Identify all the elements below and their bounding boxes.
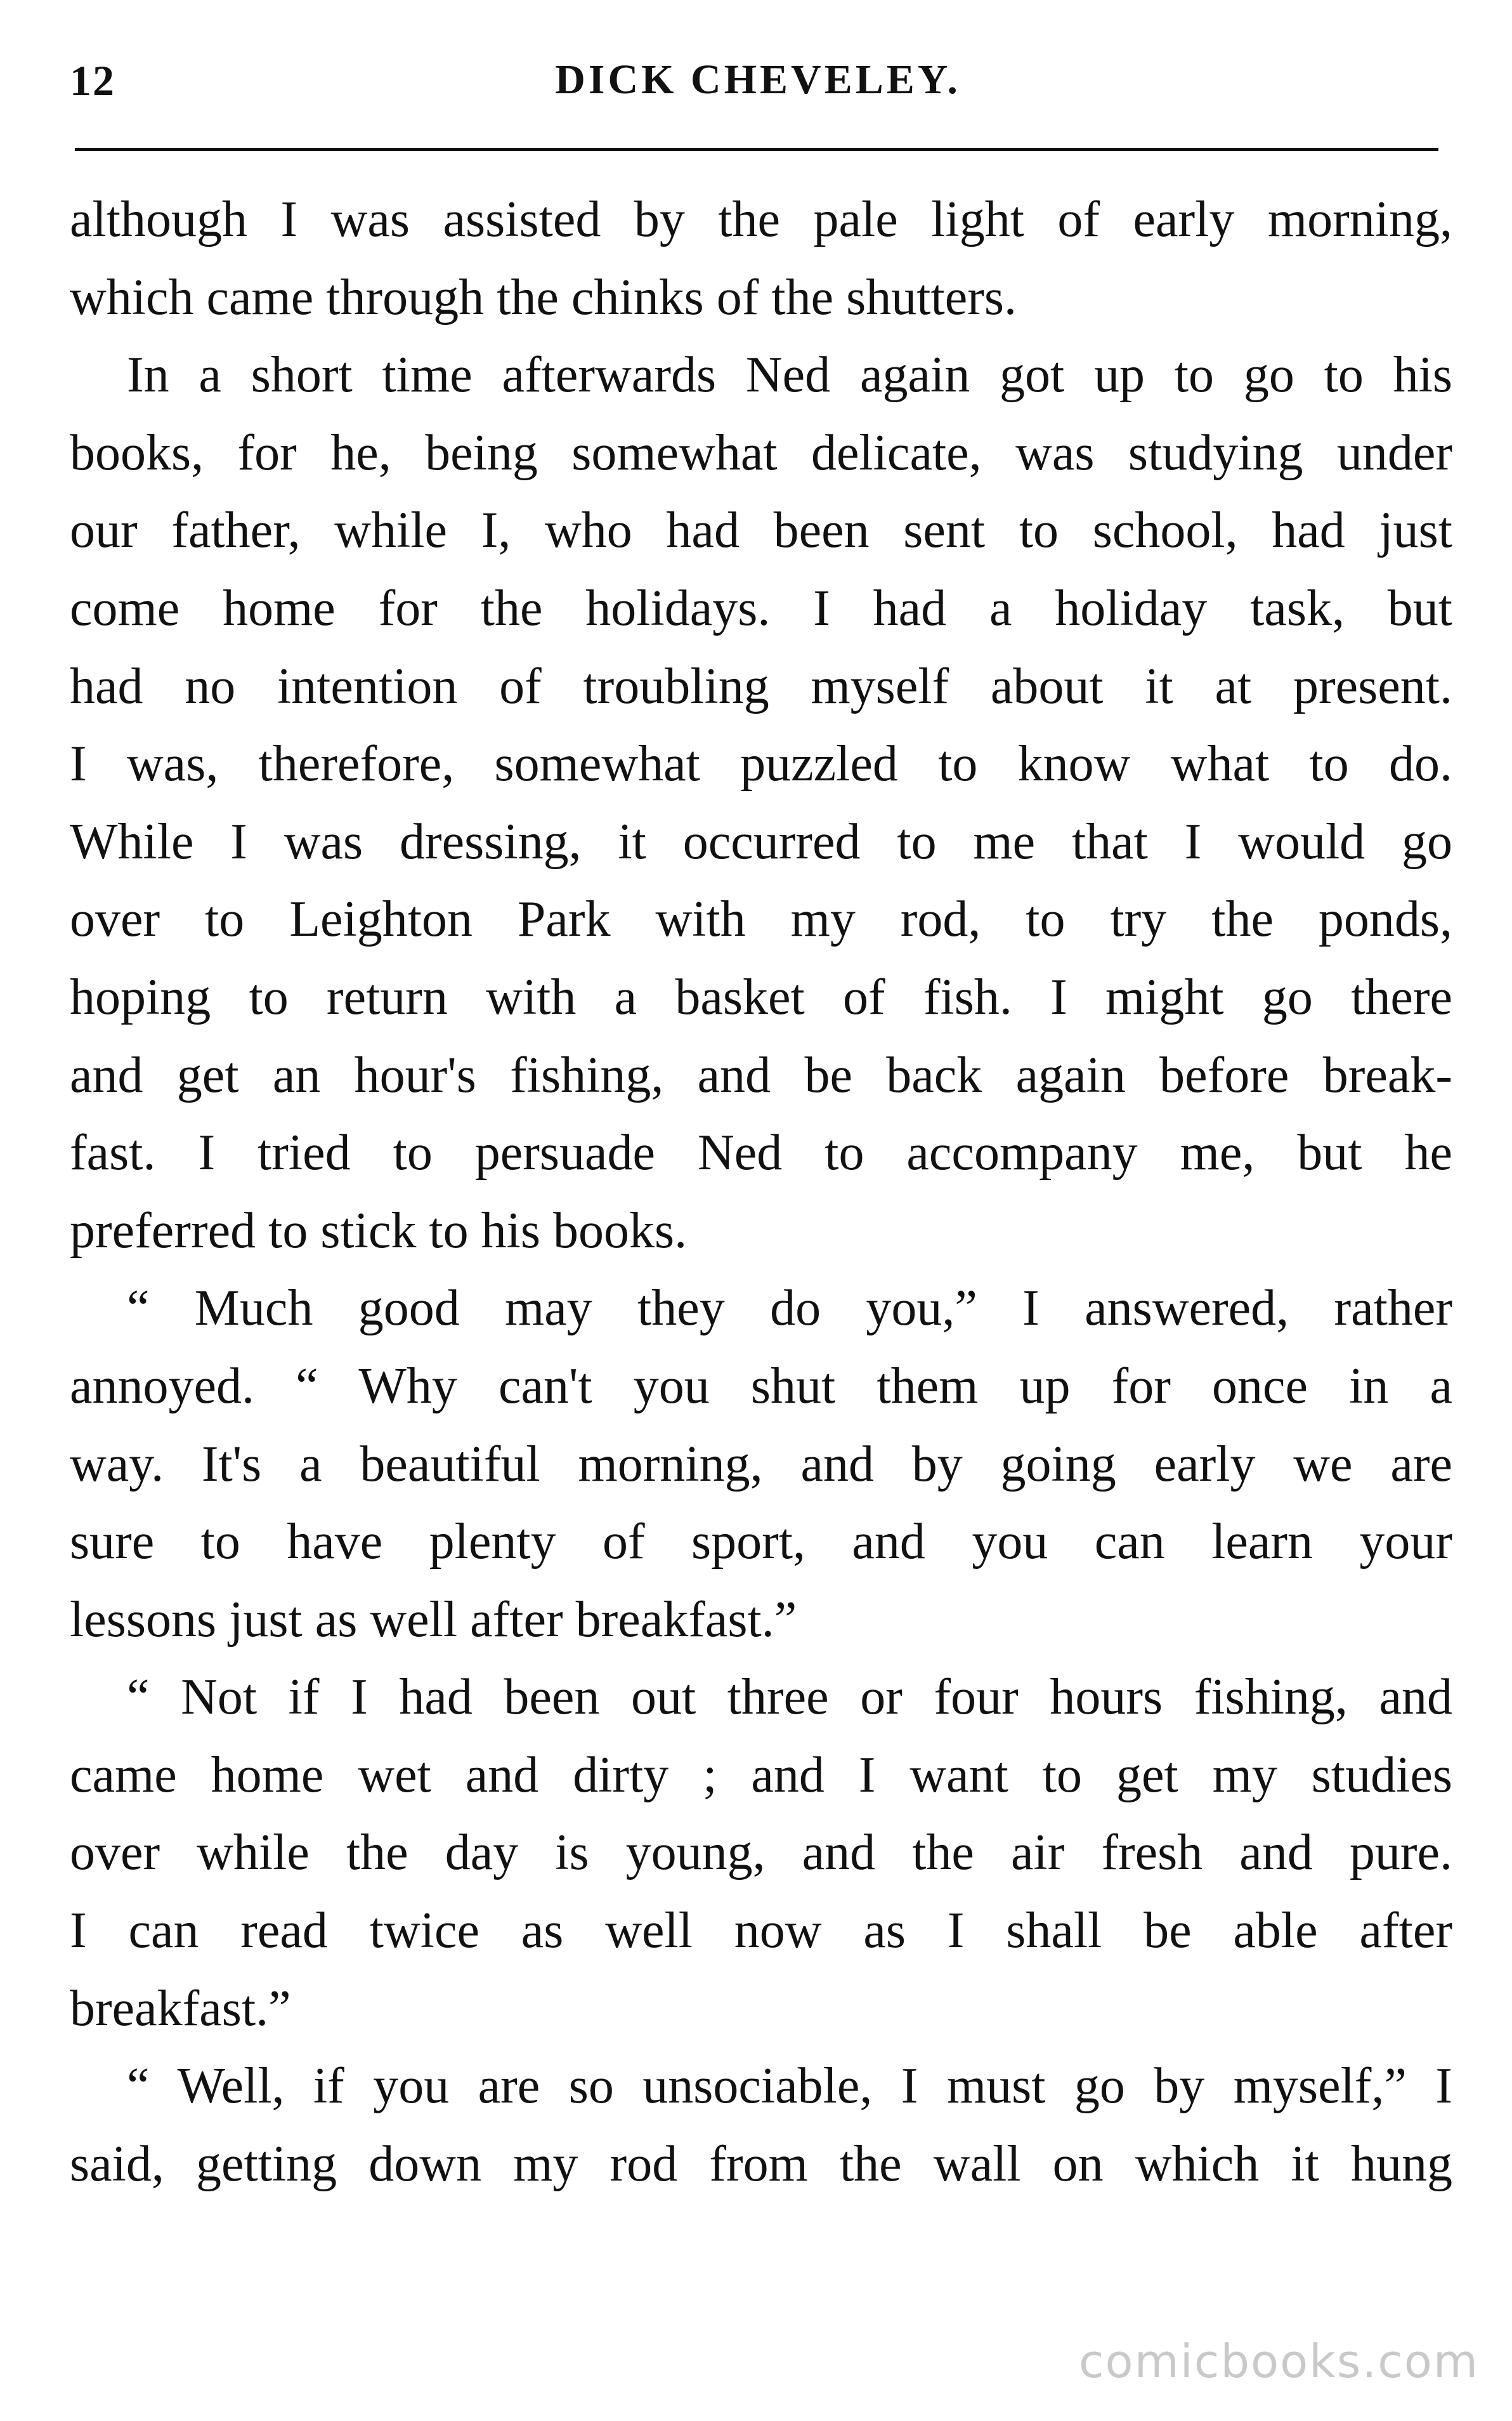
text-line: come home for the holidays. I had a holiday task, but (70, 580, 1452, 636)
watermark: comicbooks.com (1078, 2335, 1479, 2388)
text-line: books, for he, being somewhat delicate, was studying under (70, 424, 1452, 481)
header-rule (75, 148, 1438, 151)
text-line: “ Not if I had been out three or four hours fishing, and (127, 1669, 1452, 1726)
text-line: I can read twice as well now as I shall be able after (70, 1903, 1452, 1959)
text-line: had no intention of troubling myself about it at present. (70, 658, 1452, 714)
text-line: said, getting down my rod from the wall on which it hung (70, 2136, 1452, 2192)
text-line: lessons just as well after breakfast.” (70, 1591, 797, 1648)
running-head: DICK CHEVELEY. (555, 56, 961, 103)
page-number: 12 (70, 56, 115, 105)
text-line: over while the day is young, and the air fresh and pure. (70, 1825, 1452, 1881)
text-line: way. It's a beautiful morning, and by going early we are (70, 1436, 1452, 1492)
text-line: over to Leighton Park with my rod, to try the ponds, (70, 891, 1452, 948)
text-line: our father, while I, who had been sent to school, had just (70, 502, 1452, 559)
text-line: “ Much good may they do you,” I answered, rather (127, 1280, 1452, 1337)
text-line: “ Well, if you are so unsociable, I must go by myself,” I (127, 2058, 1452, 2115)
text-line: I was, therefore, somewhat puzzled to know what to do. (70, 736, 1452, 792)
text-line: preferred to stick to his books. (70, 1202, 688, 1259)
text-line: hoping to return with a basket of fish. I might go there (70, 969, 1452, 1025)
text-line: sure to have plenty of sport, and you can learn your (70, 1514, 1452, 1570)
page-header (70, 56, 1446, 113)
text-line: and get an hour's fishing, and be back again before break- (70, 1047, 1452, 1103)
text-line: came home wet and dirty ; and I want to get my studies (70, 1747, 1452, 1803)
text-line: although I was assisted by the pale light of early morning, (70, 192, 1452, 247)
text-line: In a short time afterwards Ned again got up to go to his (127, 347, 1452, 404)
text-line: annoyed. “ Why can't you shut them up for once in a (70, 1358, 1452, 1414)
text-line: fast. I tried to persuade Ned to accompany me, but he (70, 1125, 1452, 1181)
text-line: While I was dressing, it occurred to me that I would go (70, 813, 1452, 870)
text-line: breakfast.” (70, 1980, 291, 2037)
text-line: which came through the chinks of the shutters. (70, 269, 1017, 325)
body-text (70, 181, 1452, 2203)
